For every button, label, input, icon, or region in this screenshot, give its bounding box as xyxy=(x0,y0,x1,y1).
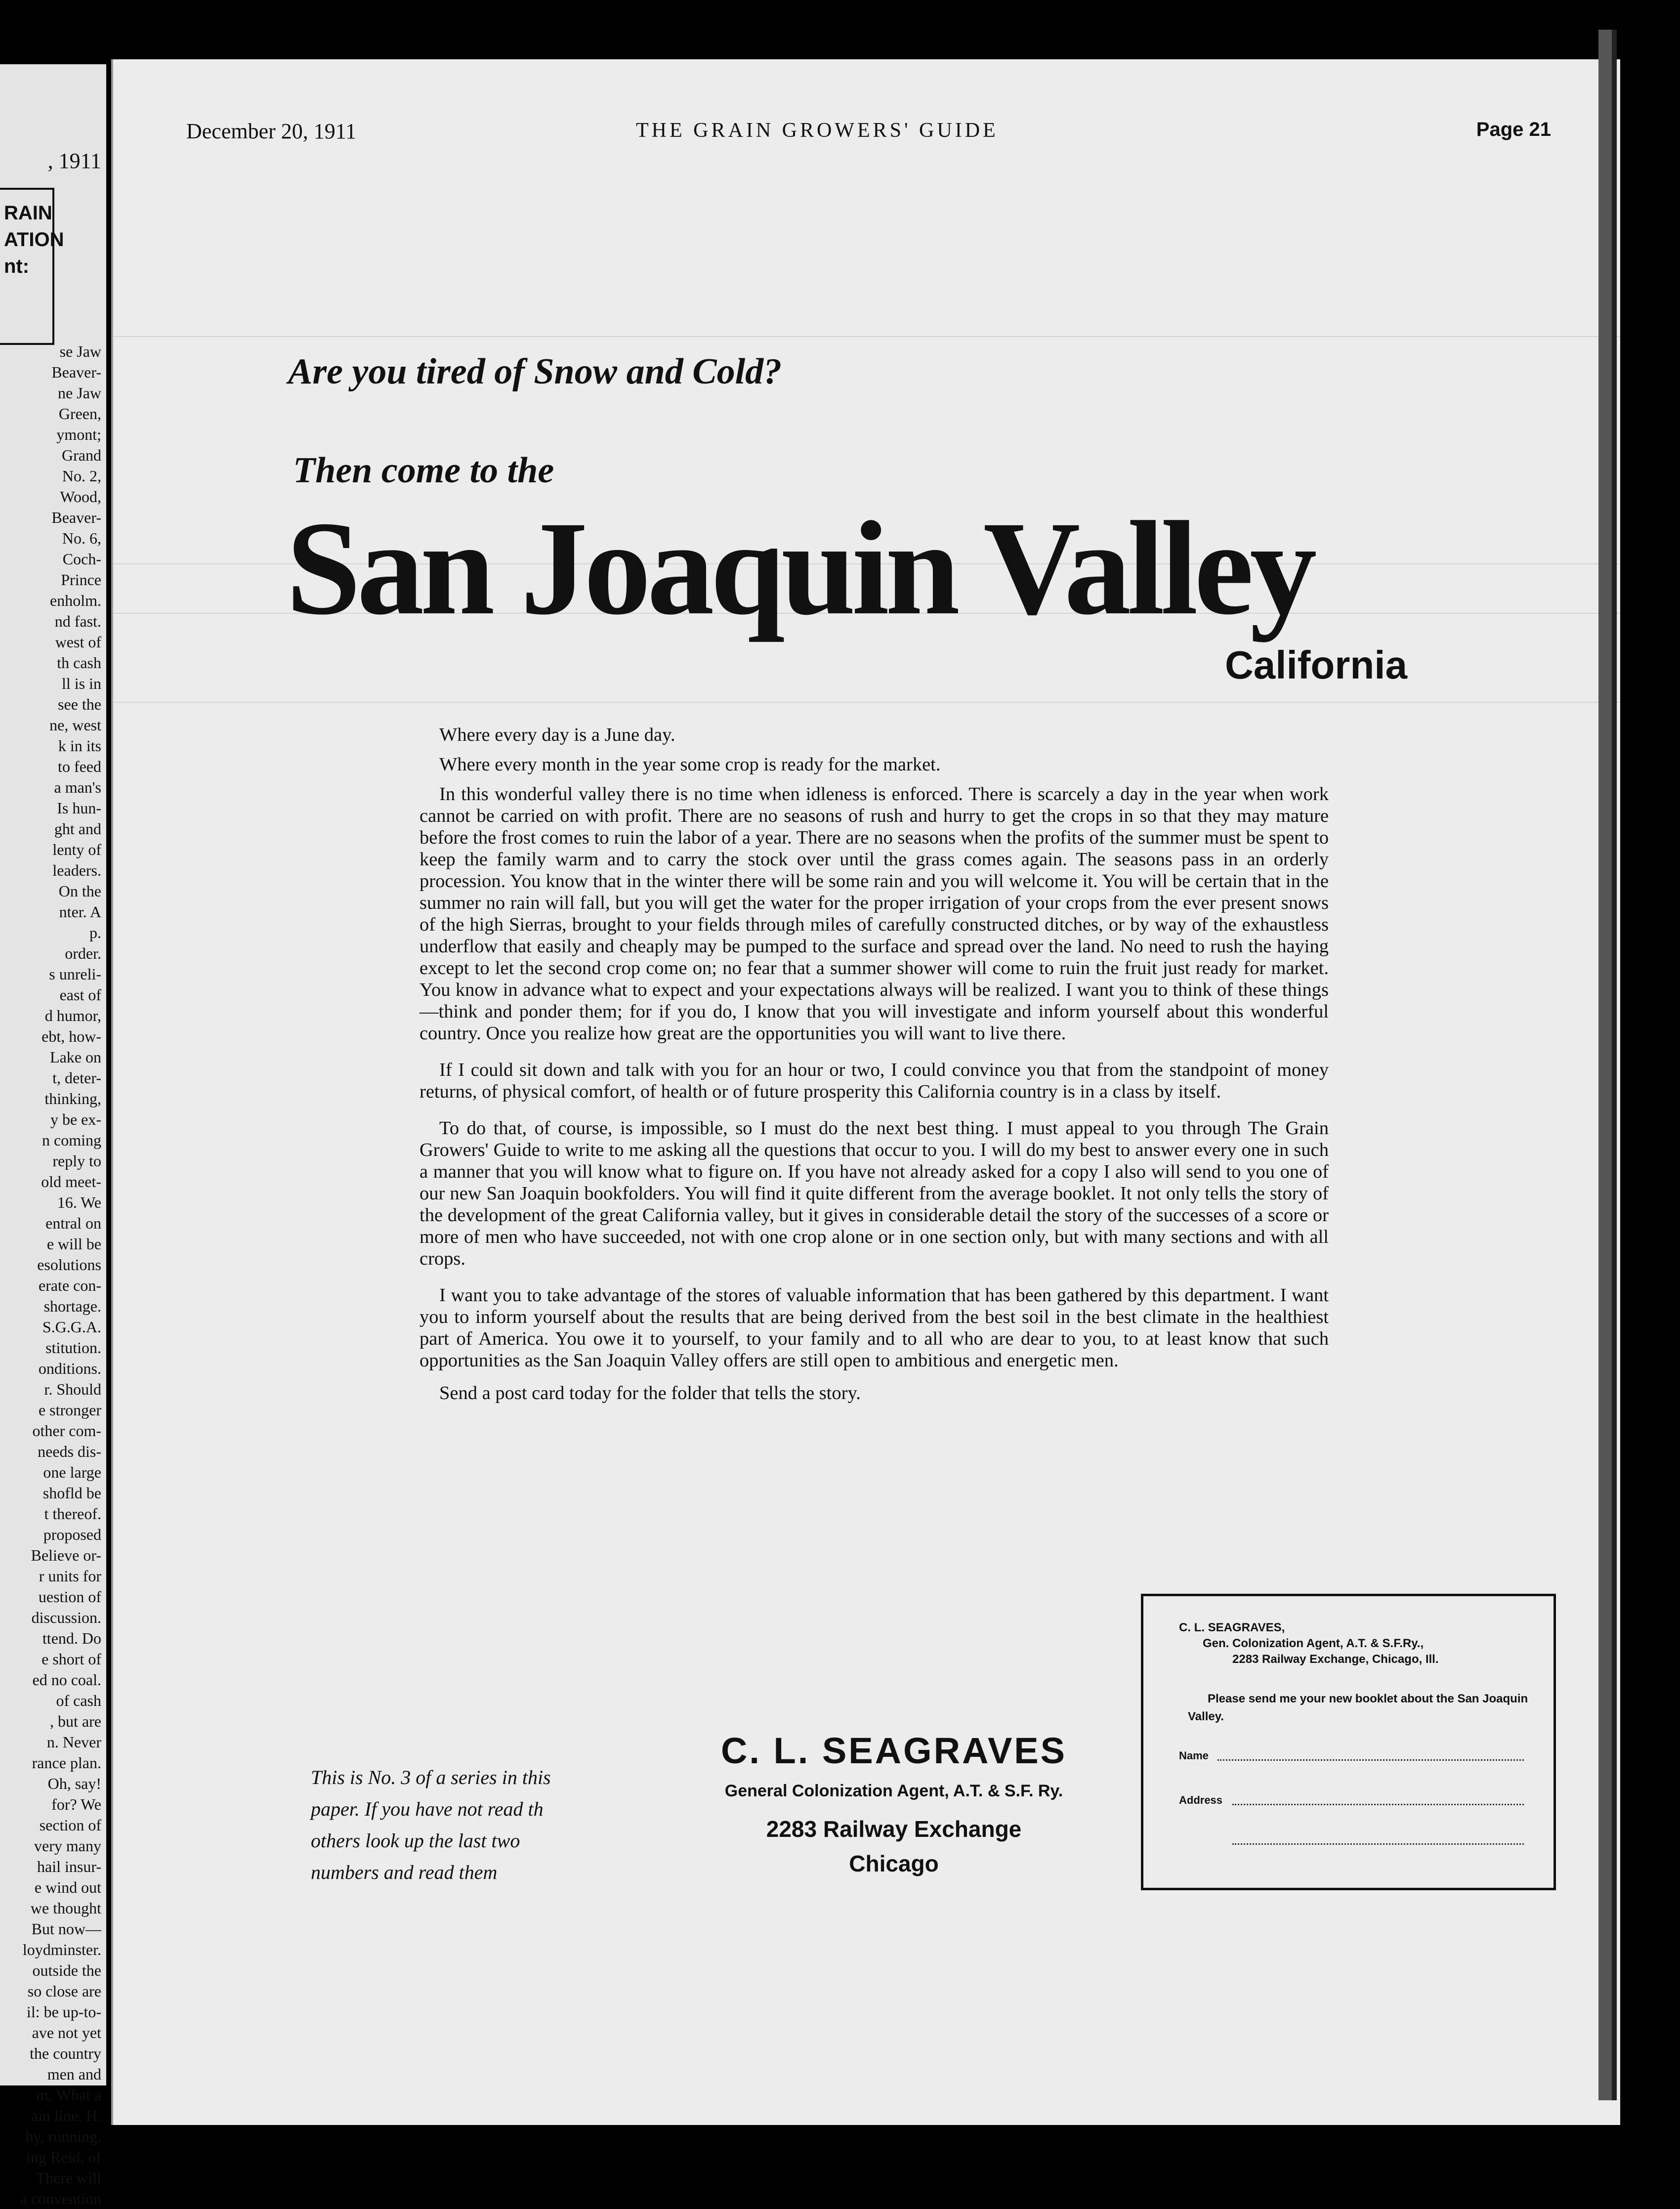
lead-line: Where every day is a June day. xyxy=(439,724,675,745)
facing-page-line: Beaver- xyxy=(51,363,101,381)
facing-page-line: reply to xyxy=(52,1152,101,1170)
ad-question: Are you tired of Snow and Cold? xyxy=(288,351,782,392)
facing-page-line: nter. A xyxy=(59,903,101,921)
facing-page-line: k in its xyxy=(58,737,101,755)
facing-page-line: outside the xyxy=(32,1961,101,1979)
body-paragraph: To do that, of course, is impossible, so I must do the next best thing. I must appeal to you through The Grain Growers' Guide to write to me asking all the questions that occur to you. I will do my best to answer every one in such a manner that you will know what to figure on. If you have not already asked for a copy I also will send to you one of our new San Joaquin bookfolders. You will find it quite different from the average booklet. It not only tells the story of the development of the great California valley, but it gives in considerable detail the story of the successes of a score or more of men who have succeeded, not with one crop alone or in one section only, but with many sections and with all crops. xyxy=(420,1118,1329,1269)
publication-title: THE GRAIN GROWERS' GUIDE xyxy=(636,119,999,142)
ad-body xyxy=(420,724,1329,1415)
series-note: This is No. 3 of a series in this paper. If you have not read th others look up the last two numbers and read them xyxy=(311,1766,551,1883)
facing-page-line: Is hun- xyxy=(57,799,101,817)
address-label: Address xyxy=(1179,1794,1223,1806)
facing-page-line: Prince xyxy=(61,571,101,589)
facing-page-line: m. What a xyxy=(36,2086,101,2104)
facing-page-line: d humor, xyxy=(44,1007,101,1024)
signature-block xyxy=(696,1730,1092,1877)
facing-page-line: the country xyxy=(30,2044,101,2062)
facing-page-line: ymont; xyxy=(56,425,101,443)
facing-page-line: a convention xyxy=(20,2190,101,2208)
name-field[interactable] xyxy=(1218,1759,1524,1761)
facing-page-line: entral on xyxy=(45,1214,101,1232)
ruled-line xyxy=(113,702,1620,703)
facing-page-line: Oh, say! xyxy=(47,1775,101,1792)
facing-page-line: n coming xyxy=(42,1131,101,1149)
signature-name: C. L. SEAGRAVES xyxy=(720,1730,1067,1771)
facing-page-line: hail insur- xyxy=(37,1858,101,1875)
body-paragraph: In this wonderful valley there is no time when idleness is enforced. There is scarcely a day in the year when work cannot be carried on with profit. There are no seasons of rush and hurry to get the crops in so that they may mature before the frost comes to ruin the labor of a year. There are no seasons when the profits of the summer must be spent to keep the family warm and to carry the stock over until the grass comes again. The seasons pass in an orderly procession. You know that in the winter there will be some rain and you will welcome it. You will be certain that in the summer no rain will fall, but you will get the water for the proper irrigation of your crops from the ever present snows of the high Sierras, brought to your fields through miles of carefully constructed ditches, or by way of the exhaustless underflow that easily and cheaply may be pumped to the surface and spread over the land. No need to rush the haying except to let the second crop come on; no fear that a summer shower will come to ruin the fruit just ready for market. You know in advance what to expect and your expectations always will be realized. I want you to think of these things—think and ponder them; for if you do, I know that you will investigate and inform yourself about this wonderful country. Once you realize how great are the opportunities you will want to live there. xyxy=(420,784,1329,1044)
facing-page-line: section of xyxy=(39,1816,101,1834)
facing-page-line: shortage. xyxy=(43,1297,101,1315)
facing-page-line: ing Reid, of xyxy=(26,2148,101,2166)
coupon-address: 2283 Railway Exchange, Chicago, Ill. xyxy=(1232,1653,1439,1666)
facing-page-line: ain line. H. xyxy=(31,2107,101,2124)
facing-page-line: S.G.G.A. xyxy=(42,1318,101,1336)
signature-address: 2283 Railway Exchange xyxy=(766,1816,1022,1842)
facing-page-line: 16. We xyxy=(57,1193,101,1211)
facing-page-line: for? We xyxy=(51,1795,101,1813)
page-number: Page 21 xyxy=(1476,119,1551,140)
facing-page-line: ed no coal. xyxy=(32,1671,101,1689)
facing-page-line: stitution. xyxy=(45,1339,101,1357)
facing-page-line: On the xyxy=(58,882,101,900)
facing-page-line: s unreli- xyxy=(49,965,101,983)
coupon-request: Please send me your new booklet about the San Joaquin Valley. xyxy=(1188,1692,1528,1723)
coupon-title: Gen. Colonization Agent, A.T. & S.F.Ry., xyxy=(1203,1637,1424,1650)
facing-page-line: Grand xyxy=(62,446,101,464)
coupon-addressee: C. L. SEAGRAVES, xyxy=(1179,1621,1285,1634)
facing-page-line: ne Jaw xyxy=(58,384,101,402)
facing-page-line: n. Never xyxy=(46,1733,101,1751)
facing-page-line: e stronger xyxy=(38,1401,101,1419)
facing-box-line: nt: xyxy=(4,255,30,277)
facing-page-line: p. xyxy=(89,924,101,941)
facing-page-line: se Jaw xyxy=(59,342,101,360)
facing-page-line: No. 6, xyxy=(62,529,101,547)
issue-date: December 20, 1911 xyxy=(186,119,357,143)
facing-page-line: Wood, xyxy=(60,488,101,506)
facing-page-line: ne, west xyxy=(49,716,101,734)
facing-page-line: esolutions xyxy=(37,1256,101,1274)
facing-page-line: one large xyxy=(43,1463,101,1481)
facing-page-line: east of xyxy=(59,986,101,1004)
facing-page-line: men and xyxy=(47,2065,101,2083)
facing-page-line: see the xyxy=(58,695,101,713)
facing-page-line: e wind out xyxy=(34,1878,101,1896)
facing-page-line: erate con- xyxy=(38,1276,101,1294)
facing-page-line: t, deter- xyxy=(52,1069,101,1087)
body-paragraph: I want you to take advantage of the stores of valuable information that has been gathered by this department. I want you to inform yourself about the results that are being derived from the best soil in the best climate in the healthiest part of America. You owe it to yourself, to your family and to all who are dear to you, to at least know that such opportunities as the San Joaquin Valley offers are still open to ambitious and energetic men. xyxy=(420,1285,1329,1371)
facing-page-line: to feed xyxy=(58,758,101,775)
facing-page-line: other com- xyxy=(32,1422,101,1440)
facing-page-line: hy, running, xyxy=(25,2127,101,2145)
body-paragraph: If I could sit down and talk with you for an hour or two, I could convince you that from the standpoint of money returns, of physical comfort, of health or of future prosperity this California country is in a class by itself. xyxy=(420,1060,1329,1102)
facing-page-line: No. 2, xyxy=(62,467,101,485)
facing-page-line: ght and xyxy=(54,820,101,838)
facing-box-line: RAIN xyxy=(4,202,52,224)
signature-title: General Colonization Agent, A.T. & S.F. Ry. xyxy=(724,1782,1063,1800)
ad-invitation: Then come to the xyxy=(293,450,554,491)
facing-page-boxed-heading xyxy=(0,188,64,345)
facing-page-line: onditions. xyxy=(38,1359,101,1377)
facing-page-line: t thereof. xyxy=(44,1505,101,1523)
lead-line: Where every month in the year some crop is ready for the market. xyxy=(439,754,941,775)
facing-page-line: uestion of xyxy=(38,1588,101,1606)
facing-page-edge xyxy=(0,64,106,2208)
facing-page-line: rance plan. xyxy=(32,1754,101,1772)
facing-page-line: e will be xyxy=(46,1235,101,1253)
facing-page-line: But now— xyxy=(31,1920,101,1938)
facing-page-line: very many xyxy=(34,1837,101,1855)
facing-page-line: Coch- xyxy=(62,550,101,568)
facing-page-line: enholm. xyxy=(50,592,101,609)
facing-page-line: There will xyxy=(36,2169,101,2187)
address-field-line-2[interactable] xyxy=(1232,1843,1524,1845)
facing-page-line: proposed xyxy=(43,1526,101,1543)
mail-coupon[interactable] xyxy=(1141,1594,1556,1890)
page-binding xyxy=(1598,30,1613,2100)
facing-page-line: ll is in xyxy=(61,675,101,692)
facing-page-date: , 1911 xyxy=(47,149,101,173)
facing-page-line: nd fast. xyxy=(54,612,101,630)
facing-page-line: shofld be xyxy=(42,1484,101,1502)
facing-page-column xyxy=(0,341,101,2209)
call-to-action: Send a post card today for the folder that tells the story. xyxy=(439,1383,861,1403)
facing-page-line: leaders. xyxy=(52,861,101,879)
facing-page-line: so close are xyxy=(27,1982,101,2000)
facing-page-line: ave not yet xyxy=(32,2024,101,2041)
facing-page-line: ebt, how- xyxy=(42,1027,101,1045)
facing-page-line: y be ex- xyxy=(50,1110,101,1128)
name-label: Name xyxy=(1179,1749,1209,1762)
signature-city: Chicago xyxy=(849,1851,939,1876)
facing-page-line: Lake on xyxy=(50,1048,101,1066)
facing-page-line: Beaver- xyxy=(51,509,101,526)
ruled-line xyxy=(113,336,1620,337)
facing-box-line: ATION xyxy=(4,229,64,251)
facing-page-line: Believe or- xyxy=(31,1546,101,1564)
facing-page-line: needs dis- xyxy=(38,1443,101,1460)
facing-page-line: west of xyxy=(55,633,101,651)
facing-page-line: loydminster. xyxy=(22,1941,101,1958)
ad-headline: San Joaquin Valley xyxy=(286,494,1313,642)
facing-page-line: order. xyxy=(65,944,101,962)
facing-page-line: discussion. xyxy=(31,1609,101,1626)
page-binding-shadow xyxy=(1612,30,1617,2100)
facing-page-line: ttend. Do xyxy=(42,1629,101,1647)
facing-page-line: old meet- xyxy=(41,1173,101,1190)
facing-page-line: r units for xyxy=(39,1567,101,1585)
newspaper-page xyxy=(111,59,1620,2125)
facing-page-line: , but are xyxy=(50,1712,101,1730)
facing-page-line: r. Should xyxy=(44,1380,101,1398)
facing-page-line: th cash xyxy=(57,654,101,672)
facing-page-line: thinking, xyxy=(44,1090,101,1107)
facing-page-line: we thought xyxy=(30,1899,101,1917)
facing-page-line: of cash xyxy=(56,1692,101,1709)
facing-page-line: e short of xyxy=(42,1650,101,1668)
facing-page-line: a man's xyxy=(54,778,101,796)
ad-state: California xyxy=(1225,643,1407,687)
facing-page-line: Green, xyxy=(58,405,101,423)
facing-page-line: lenty of xyxy=(52,841,101,858)
address-field[interactable] xyxy=(1232,1804,1524,1805)
facing-page-line: il: be up-to- xyxy=(26,2003,101,2021)
